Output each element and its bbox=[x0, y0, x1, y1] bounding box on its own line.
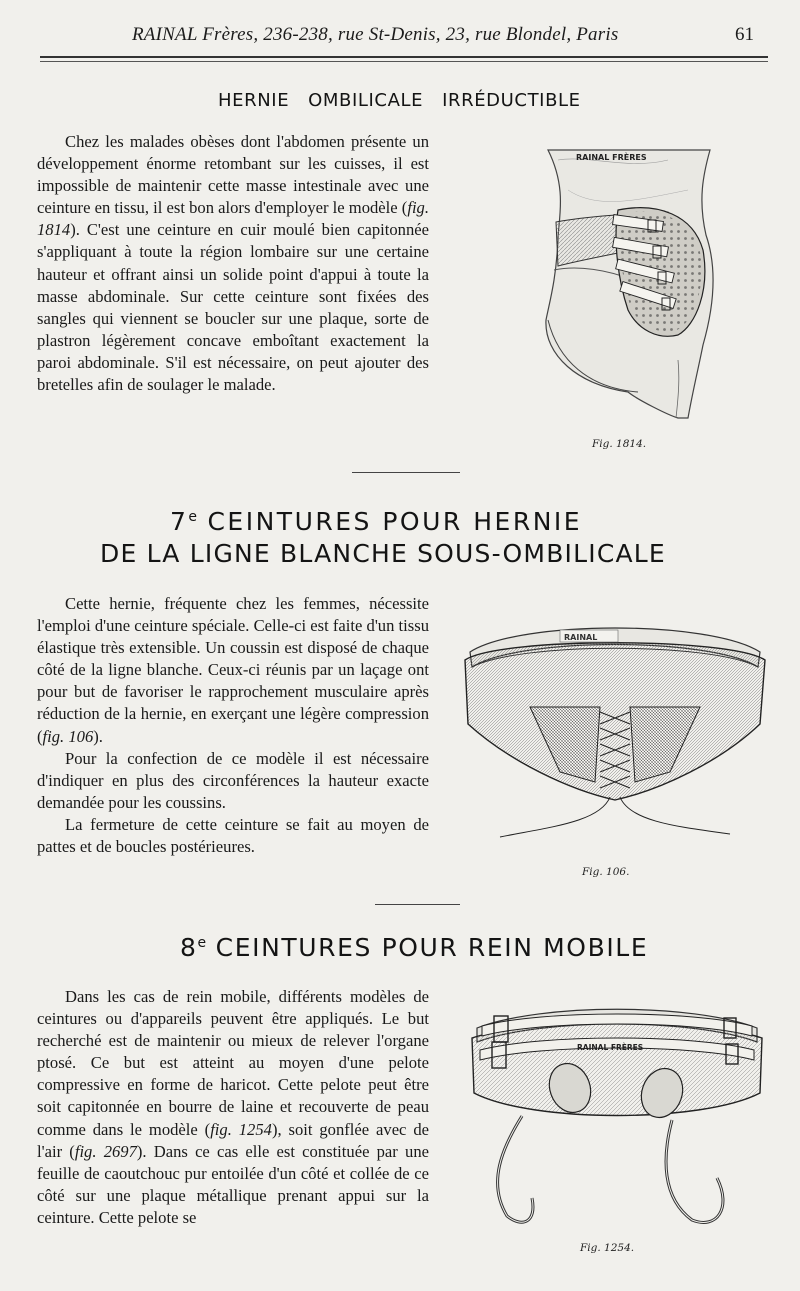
figure-106-illustration bbox=[460, 612, 770, 862]
running-header bbox=[40, 22, 760, 52]
figure-1814-label: RAINAL FRÈRES bbox=[576, 153, 647, 162]
figure-1254-label: RAINAL FRÈRES bbox=[577, 1043, 644, 1052]
fig-ref-106: fig. 106 bbox=[42, 726, 94, 746]
fig-ref-2697: fig. 2697 bbox=[74, 1141, 137, 1161]
section2-body: Cette hernie, fréquente chez les femmes, nécessite l'emploi d'une ceinture spéciale. Celle-ci est faite d'un tissu élastique très extensible. Un coussin est disposé de chaque côté de la ligne blanche. Ceux-ci réunis par un laçage ont pour but de favoriser le rapprochement musculaire après réduction de la hernie, en exerçant une légère compression (fig. 106). Pour la confection de ce modèle il est nécessaire d'indiquer en plus des circonférences la hauteur exacte demandée pour les coussins. La fermeture de cette ceinture se fait au moyen de pattes et de boucles postérieures. bbox=[37, 594, 429, 857]
page-number: 61 bbox=[735, 24, 754, 45]
figure-1254-caption: Fig. 1254. bbox=[580, 1242, 635, 1254]
section-heading-8: 8e CEINTURES POUR REIN MOBILE bbox=[180, 933, 649, 962]
figure-106-caption: Fig. 106. bbox=[582, 866, 630, 878]
running-header-title: RAINAL Frères, 236-238, rue St-Denis, 23, rue Blondel, Paris bbox=[132, 24, 619, 45]
fig-ref-1254: fig. 1254 bbox=[210, 1119, 272, 1139]
section-heading-hernie-ombilicale: HERNIE OMBILICALE IRRÉDUCTIBLE bbox=[218, 90, 581, 111]
figure-106-label: RAINAL bbox=[564, 633, 598, 642]
section-heading-7-line1: 7e CEINTURES POUR HERNIE bbox=[170, 507, 583, 536]
fig-ref-1814: fig. 1814 bbox=[37, 198, 429, 240]
header-rule-thin bbox=[40, 61, 768, 62]
section3-body: Dans les cas de rein mobile, différents modèles de ceintures ou d'appareils peuvent être appliqués. Le but recherché est de maintenir ou mieux de relever l'organe ptosé. Ce but est atteint au moyen d'une pelote compressive en forme de haricot. Cette pelote peut être soit capitonnée en bourre de laine et recouverte de peau comme dans le modèle (fig. 1254), soit gonflée avec de l'air (fig. 2697). Dans ce cas elle est constituée par une feuille de caoutchouc pur entoilée d'un côté et collée de ce côté sur une plaque métallique prenant appui sur la ceinture. Cette pelote se bbox=[37, 987, 429, 1227]
section-separator-2 bbox=[375, 904, 460, 905]
section1-body: Chez les malades obèses dont l'abdomen présente un développement énorme retombant sur les cuisses, il est impossible de maintenir cette masse intestinale avec une ceinture en tissu, il est bon alors d'employer le modèle (fig. 1814). C'est une ceinture en cuir moulé bien capitonnée s'appliquant à toute la région lombaire sur une certaine hauteur et offrant ainsi un solide point d'appui à toute la masse abdominale. Sur cette ceinture sont fixées des sangles qui viennent se boucler sur une plaque, sorte de plastron légèrement concave emboîtant exactement la paroi abdominale. S'il est nécessaire, on peut ajouter des bretelles afin de soulager le malade. bbox=[37, 132, 429, 395]
section-heading-7-line2: DE LA LIGNE BLANCHE SOUS-OMBILICALE bbox=[100, 539, 666, 568]
section-separator bbox=[352, 472, 460, 473]
header-rule bbox=[40, 56, 768, 58]
figure-1814-caption: Fig. 1814. bbox=[592, 438, 647, 450]
figure-1254-illustration bbox=[462, 998, 772, 1238]
figure-1814-illustration bbox=[528, 130, 740, 420]
